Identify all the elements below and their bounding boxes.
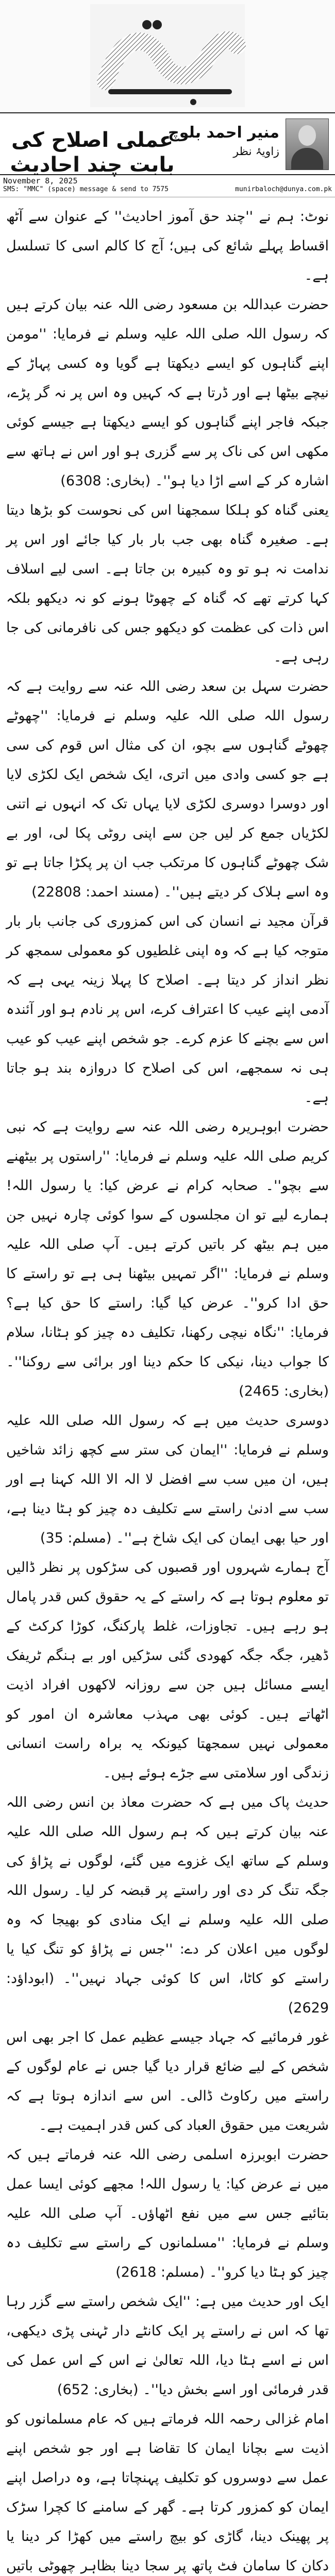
- paragraph: امام غزالی رحمہ اللہ فرماتے ہیں کہ عام مسلمانوں کو اذیت سے بچانا ایمان کا تقاضا ہے اور جو شخص اپنے عمل سے دوسروں کو تکلیف پہنچاتا ہے، وہ دراصل اپنے ایمان کو کمزور کرتا ہے۔ گھر کے سامنے کا کچرا سڑک پر پھینک دینا، گاڑی کو بیچ راستے میں کھڑا کر دینا یا دکان کا سامان فٹ پاتھ پر سجا دینا بظاہر چھوٹی باتیں: [6, 2411, 329, 2574]
- paragraph: آج ہمارے شہروں اور قصبوں کی سڑکوں پر نظر ڈالیں تو معلوم ہوتا ہے کہ راستے کے یہ حقوق کس قدر پامال ہو رہے ہیں۔ تجاوزات، غلط پارکنگ، کوڑا کرکٹ کے ڈھیر، جگہ جگہ کھودی گئی سڑکیں اور بے ہنگم ٹریفک ایسے مسائل ہیں جن سے روزانہ لاکھوں افراد اذیت اٹھاتے ہیں۔ کوئی بھی مہذب معاشرہ ان امور کو معمولی نہیں سمجھتا کیونکہ یہ براہ راست انسانی زندگی اور سلامتی سے جڑے ہوئے ہیں۔: [6, 1560, 329, 1781]
- publish-date: November 8, 2025: [3, 176, 78, 185]
- paragraph: یعنی گناہ کو ہلکا سمجھنا اس کی نحوست کو بڑھا دیتا ہے۔ صغیرہ گناہ بھی جب بار بار کیا جائے اور اس پر ندامت نہ ہو تو وہ کبیرہ بن جاتا ہے۔ اسی لیے اسلاف کہا کرتے تھے کہ گناہ کے چھوٹا ہونے کو نہ دیکھو بلکہ اس ذات کی عظمت کو دیکھو جس کی نافرمانی کی جا رہی ہے۔: [6, 502, 329, 665]
- paragraph: نوٹ: ہم نے ''چند حق آموز احادیث'' کے عنوان سے آٹھ اقساط پہلے شائع کی ہیں؛ آج کا کالم اسی کا تسلسل ہے۔: [6, 209, 329, 283]
- paragraph: حضرت ابوہریرہ رضی اللہ عنہ سے روایت ہے کہ نبی کریم صلی اللہ علیہ وسلم نے فرمایا: ''راستوں پر بیٹھنے سے بچو''۔ صحابہ کرام نے عرض کیا: یا رسول اللہ! ہمارے لیے تو ان مجلسوں کے سوا کوئی چارہ نہیں جن میں ہم بیٹھ کر باتیں کرتے ہیں۔ آپ صلی اللہ علیہ وسلم نے فرمایا: ''اگر تمہیں بیٹھنا ہی ہے تو راستے کا حق ادا کرو''۔ عرض کیا گیا: راستے کا حق کیا ہے؟ فرمایا: ''نگاہ نیچی رکھنا، تکلیف دہ چیز کو ہٹانا، سلام کا جواب دینا، نیکی کا حکم دینا اور برائی سے روکنا''۔ (بخاری: 2465): [6, 1119, 329, 1399]
- paragraph: حضرت عبداللہ بن مسعود رضی اللہ عنہ بیان کرتے ہیں کہ رسول اللہ صلی اللہ علیہ وسلم نے فرمایا: ''مومن اپنے گناہوں کو ایسے دیکھتا ہے گویا وہ کسی پہاڑ کے نیچے بیٹھا ہے اور ڈرتا ہے کہ کہیں وہ اس پر نہ گر پڑے، جبکہ فاجر اپنے گناہوں کو ایسے دیکھتا ہے جیسے کوئی مکھی اس کی ناک پر سے گزری ہو اور اس نے ہاتھ سے اشارہ کر کے اسے اڑا دیا ہو''۔ (بخاری: 6308): [6, 297, 329, 489]
- sms-instruction: SMS: "MMC" (space) message & send to 7575: [3, 185, 169, 193]
- author-name: منیر احمد بلوچ: [168, 124, 279, 142]
- paragraph: قرآن مجید نے انسان کی اس کمزوری کی جانب بار بار متوجہ کیا ہے کہ وہ اپنی غلطیوں کو معمولی سمجھ کر نظر انداز کر دیتا ہے۔ اصلاح کا پہلا زینہ یہی ہے کہ آدمی اپنے عیب کا اعتراف کرے، اس پر نادم ہو اور آئندہ اس سے بچنے کا عزم کرے۔ جو شخص اپنے عیب کو عیب ہی نہ سمجھے، اس کی اصلاح کا دروازہ بند ہو جاتا ہے۔: [6, 913, 329, 1106]
- author-photo: [286, 118, 329, 170]
- dunya-logo: [90, 4, 245, 107]
- paragraph: ایک اور حدیث میں ہے: ''ایک شخص راستے سے گزر رہا تھا کہ اس نے راستے پر ایک کانٹے دار ٹہنی پڑی دیکھی، اس نے اسے ہٹا دیا، اللہ تعالیٰ نے اس کے اس عمل کی قدر فرمائی اور اسے بخش دیا''۔ (بخاری: 652): [6, 2294, 329, 2398]
- paragraph: غور فرمائیے کہ جہاد جیسے عظیم عمل کا اجر بھی اس شخص کے لیے ضائع قرار دیا گیا جس نے عام لوگوں کے راستے میں رکاوٹ ڈالی۔ اس سے اندازہ ہوتا ہے کہ شریعت میں حقوق العباد کی کس قدر اہمیت ہے۔: [6, 2029, 329, 2133]
- column-name: زاویۂ نظر: [233, 145, 279, 158]
- article-body: [6, 202, 329, 2574]
- date-line: [0, 174, 335, 197]
- paragraph: دوسری حدیث میں ہے کہ رسول اللہ صلی اللہ علیہ وسلم نے فرمایا: ''ایمان کی ستر سے کچھ زائد شاخیں ہیں، ان میں سب سے افضل لا الہ الا اللہ کہنا ہے اور سب سے ادنیٰ راستے سے تکلیف دہ چیز کو ہٹا دینا ہے، اور حیا بھی ایمان کی ایک شاخ ہے''۔ (مسلم: 35): [6, 1413, 329, 1546]
- paragraph: حدیث پاک میں ہے کہ حضرت معاذ بن انس رضی اللہ عنہ بیان کرتے ہیں کہ ہم رسول اللہ صلی اللہ علیہ وسلم کے ساتھ ایک غزوے میں گئے، لوگوں نے پڑاؤ کی جگہ تنگ کر دی اور راستے پر قبضہ کر لیا۔ رسول اللہ صلی اللہ علیہ وسلم نے ایک منادی کو بھیجا کہ وہ لوگوں میں اعلان کر دے: ''جس نے پڑاؤ کو تنگ کیا یا راستے کو کاٹا، اس کا کوئی جہاد نہیں''۔ (ابوداؤد: 2629): [6, 1794, 329, 2016]
- author-email: munirbaloch@dunya.com.pk: [235, 185, 332, 193]
- newspaper-masthead: [0, 0, 335, 111]
- article-title: عملی اصلاح کی بابت چند احادیث: [10, 128, 175, 177]
- paragraph: حضرت سہل بن سعد رضی اللہ عنہ سے روایت ہے کہ رسول اللہ صلی اللہ علیہ وسلم نے فرمایا: ''چھوٹے چھوٹے گناہوں سے بچو، ان کی مثال اس قوم کی سی ہے جو کسی وادی میں اتری، ایک شخص ایک لکڑی لایا اور دوسرا دوسری لکڑی لایا یہاں تک کہ انہوں نے اتنی لکڑیاں جمع کر لیں جن سے اپنی روٹی پکا لی، اور بے شک چھوٹے گناہوں کا مرتکب جب ان پر پکڑا جاتا ہے تو وہ اسے ہلاک کر دیتے ہیں''۔ (مسند احمد: 22808): [6, 679, 329, 900]
- paragraph: حضرت ابوبرزہ اسلمی رضی اللہ عنہ فرماتے ہیں کہ میں نے عرض کیا: یا رسول اللہ! مجھے کوئی ایسا عمل بتائیے جس سے میں نفع اٹھاؤں۔ آپ صلی اللہ علیہ وسلم نے فرمایا: ''مسلمانوں کے راستے سے تکلیف دہ چیز کو ہٹا دیا کرو''۔ (مسلم: 2618): [6, 2147, 329, 2280]
- author-strip: [0, 112, 335, 175]
